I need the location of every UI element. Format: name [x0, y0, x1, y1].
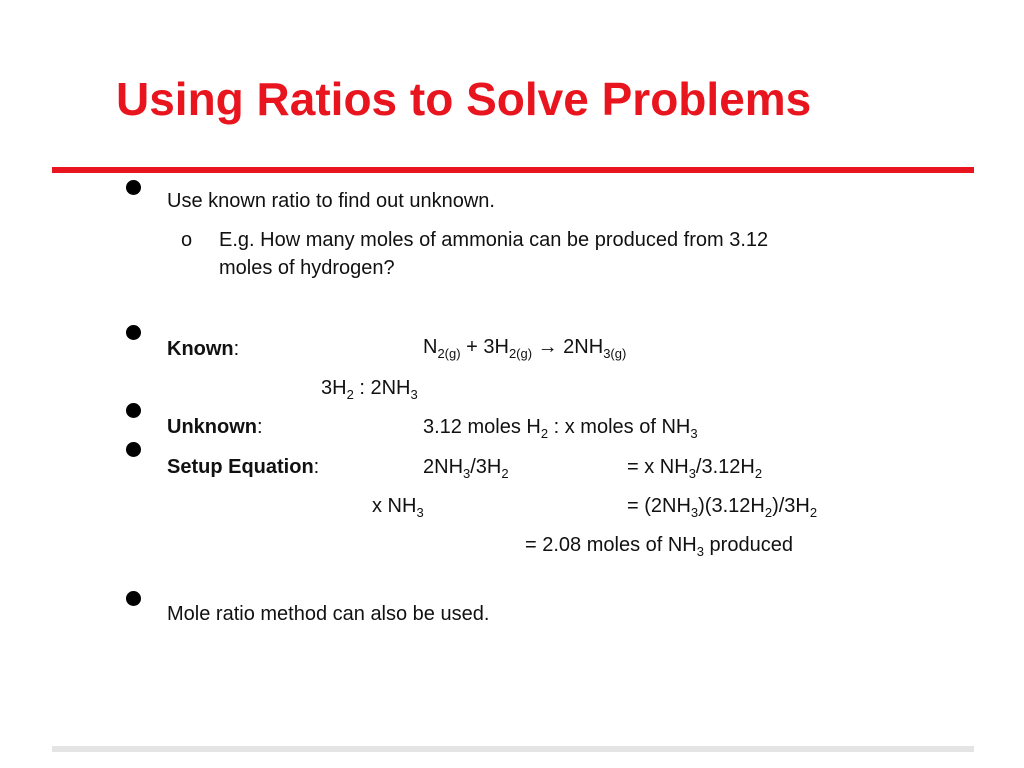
known-colon: : [233, 338, 240, 360]
sub-bullet-line-1: E.g. How many moles of ammonia can be produced from 3.12 [219, 229, 769, 251]
known-label-bold: Known [167, 338, 234, 360]
result-a-sub: 3 [696, 544, 704, 559]
row2-rhs-a-sub: 3 [690, 505, 699, 520]
bullet-dot-5 [126, 591, 141, 606]
row2-lhs-sub: 3 [416, 505, 424, 520]
unknown-expr-a-sub: 2 [540, 426, 549, 441]
unknown-colon: : [257, 416, 263, 438]
setup-row2-rhs [627, 494, 817, 518]
unknown-expr-b: : x moles of NH [548, 416, 691, 438]
result-b: produced [703, 534, 793, 556]
eq-h-sub: 2(g) [508, 346, 533, 361]
known-ratio [321, 376, 418, 400]
setup-label [167, 455, 319, 479]
eq-arrow: → 2NH [532, 336, 604, 358]
ratio-b-sub: 3 [410, 387, 418, 402]
sub-bullet-line-2: moles of hydrogen? [219, 257, 395, 279]
setup-lhs-b-sub: 2 [501, 466, 509, 481]
ratio-a-sub: 2 [346, 387, 354, 402]
title-divider [52, 167, 974, 173]
setup-lhs-a: 2NH [423, 456, 464, 478]
row2-rhs-b: )(3.12H [698, 495, 765, 517]
row2-rhs-c-sub: 2 [809, 505, 818, 520]
bullet-last-text: Mole ratio method can also be used. [167, 603, 490, 625]
bullet-dot-4 [126, 442, 141, 457]
setup-lhs [423, 455, 509, 479]
eq-n-sub: 2(g) [437, 346, 461, 361]
unknown-label [167, 415, 263, 439]
setup-result [525, 533, 793, 557]
slide-title: Using Ratios to Solve Problems [116, 73, 812, 125]
row2-rhs-a: = (2NH [627, 495, 691, 517]
eq-n: N [423, 336, 438, 358]
bullet-1-text: Use known ratio to find out unknown. [167, 190, 495, 212]
ratio-a: 3H [321, 377, 347, 399]
sub-bullet-marker: o [181, 229, 193, 251]
setup-label-bold: Setup Equation [167, 456, 314, 478]
eq-plus: + 3H [460, 336, 509, 358]
result-a: = 2.08 moles of NH [525, 534, 697, 556]
setup-rhs-a: = x NH [627, 456, 689, 478]
bullet-dot-3 [126, 403, 141, 418]
unknown-expression [423, 415, 698, 439]
unknown-expr-b-sub: 3 [690, 426, 698, 441]
row2-rhs-c: )/3H [772, 495, 810, 517]
setup-rhs-b: /3.12H [695, 456, 755, 478]
setup-rhs-a-sub: 3 [688, 466, 696, 481]
eq-nh-sub: 3(g) [603, 346, 627, 361]
row2-rhs-b-sub: 2 [764, 505, 773, 520]
ratio-b: : 2NH [353, 377, 411, 399]
known-equation [423, 335, 626, 359]
footer-divider [52, 746, 974, 752]
setup-row2-lhs [372, 494, 424, 518]
bullet-dot-2 [126, 325, 141, 340]
setup-rhs [627, 455, 762, 479]
known-label [167, 337, 239, 361]
row2-lhs: x NH [372, 495, 417, 517]
setup-lhs-a-sub: 3 [463, 466, 471, 481]
unknown-label-bold: Unknown [167, 416, 257, 438]
unknown-expr-a: 3.12 moles H [423, 416, 541, 438]
setup-rhs-b-sub: 2 [754, 466, 763, 481]
setup-lhs-b: /3H [470, 456, 502, 478]
setup-colon: : [313, 456, 320, 478]
bullet-dot-1 [126, 180, 141, 195]
